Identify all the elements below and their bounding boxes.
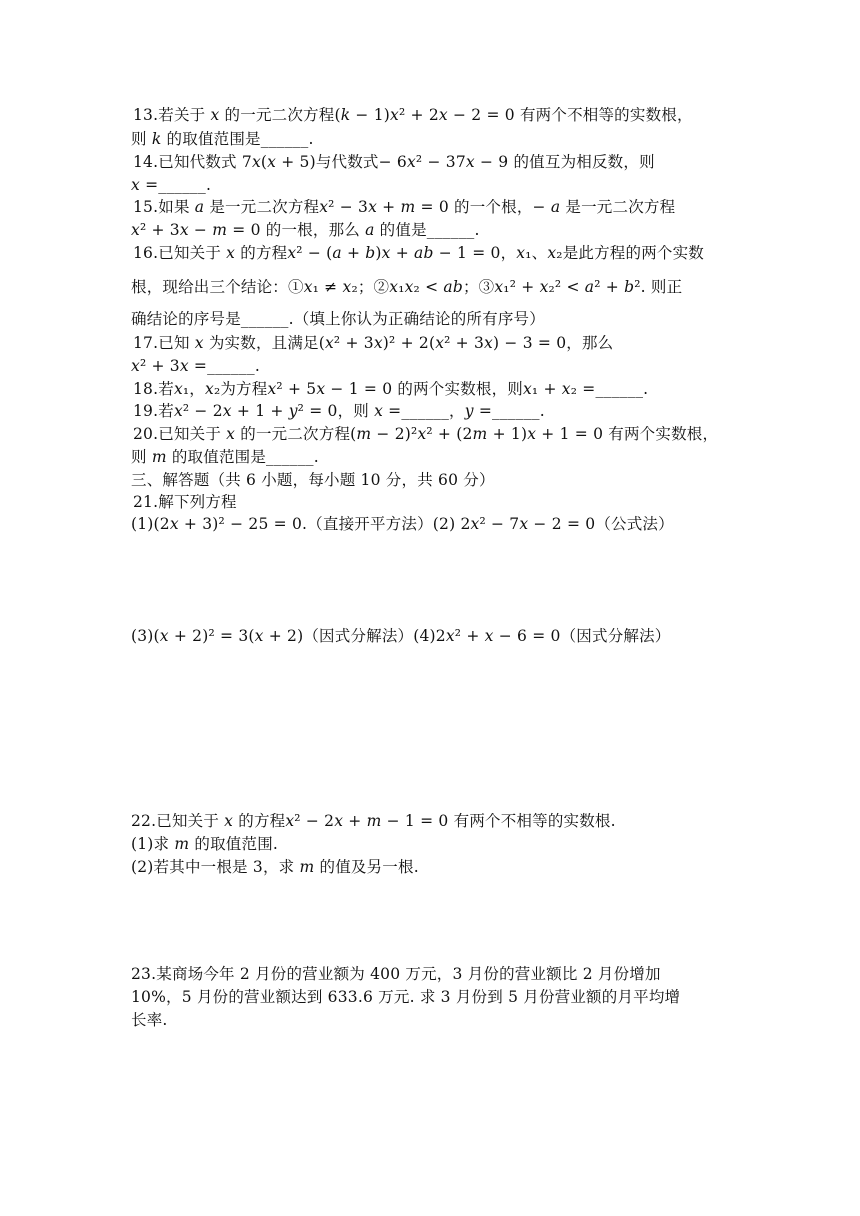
q13-line2: 则 𝑘 的取值范围是______. [131,130,314,148]
q21-parts-3-4: (3)(𝑥 + 2)² = 3(𝑥 + 2)（因式分解法）(4)2𝑥² + 𝑥 − 6 = 0（因式分解法） [131,627,671,645]
q23-line3: 长率. [131,1011,168,1029]
q23-line2: 10%，5 月份的营业额达到 633.6 万元. 求 3 月份到 5 月份营业额的月平均增 [131,988,681,1006]
q22-part2: (2)若其中一根是 3，求 𝑚 的值及另一根. [131,858,419,876]
q20-line1: 20.已知关于 𝑥 的一元二次方程(𝑚 − 2)²𝑥² + (2𝑚 + 1)𝑥 + 1 = 0 有两个实数根， [133,425,719,443]
q13-line1: 13.若关于 𝑥 的一元二次方程(𝑘 − 1)𝑥² + 2𝑥 − 2 = 0 有两个不相等的实数根， [133,106,693,124]
q21-parts-1-2: (1)(2𝑥 + 3)² − 25 = 0.（直接开平方法）(2) 2𝑥² − 7𝑥 − 2 = 0（公式法） [131,515,674,533]
q15-line1: 15.如果 𝑎 是一元二次方程𝑥² − 3𝑥 + 𝑚 = 0 的一个根，− 𝑎 是一元二次方程 [133,198,676,216]
q19-line: 19.若𝑥² − 2𝑥 + 1 + 𝑦² = 0，则 𝑥 =______，𝑦 =______. [133,402,545,420]
q18-line: 18.若𝑥₁，𝑥₂为方程𝑥² + 5𝑥 − 1 = 0 的两个实数根，则𝑥₁ + 𝑥₂ =______. [133,380,649,398]
q17-line2: 𝑥² + 3𝑥 =______. [131,357,260,375]
q20-line2: 则 𝑚 的取值范围是______. [131,448,319,466]
q15-line2: 𝑥² + 3𝑥 − 𝑚 = 0 的一根，那么 𝑎 的值是______. [131,221,480,239]
q22-line1: 22.已知关于 𝑥 的方程𝑥² − 2𝑥 + 𝑚 − 1 = 0 有两个不相等的实数根. [131,812,616,830]
q16-line2: 根，现给出三个结论：①𝑥₁ ≠ 𝑥₂；②𝑥₁𝑥₂ < 𝑎𝑏；③𝑥₁² + 𝑥₂² < 𝑎² + 𝑏². 则正 [131,278,683,296]
section-heading: 三、解答题（共 6 小题，每小题 10 分，共 60 分） [131,471,495,489]
q17-line1: 17.已知 𝑥 为实数，且满足(𝑥² + 3𝑥)² + 2(𝑥² + 3𝑥) − 3 = 0，那么 [133,334,614,352]
q23-line1: 23.某商场今年 2 月份的营业额为 400 万元，3 月份的营业额比 2 月份增加 [131,965,661,983]
q21-title: 21.解下列方程 [133,493,237,511]
q16-line3: 确结论的序号是______.（填上你认为正确结论的所有序号） [131,310,545,328]
q14-line2: 𝑥 =______. [131,176,212,194]
q22-part1: (1)求 𝑚 的取值范围. [131,835,279,853]
q14-line1: 14.已知代数式 7𝑥(𝑥 + 5)与代数式− 6𝑥² − 37𝑥 − 9 的值互为相反数，则 [133,153,655,171]
q16-line1: 16.已知关于 𝑥 的方程𝑥² − (𝑎 + 𝑏)𝑥 + 𝑎𝑏 − 1 = 0，𝑥₁、𝑥₂是此方程的两个实数 [133,244,705,262]
